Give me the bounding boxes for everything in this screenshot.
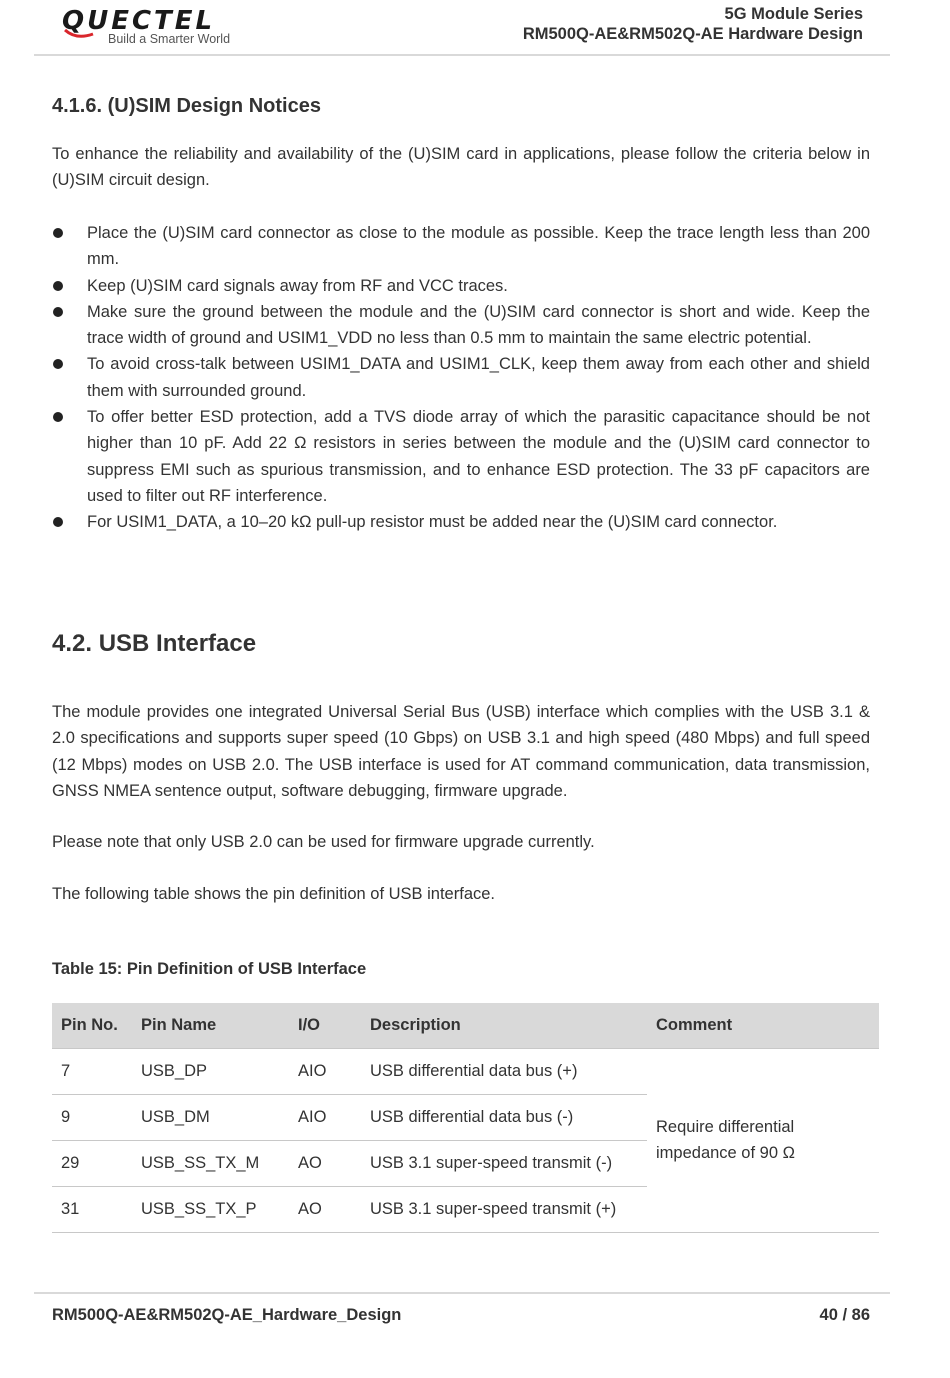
list-item: To offer better ESD protection, add a TVS diode array of which the parasitic capacitance should be not higher than 10 pF. Add 22 Ω resistors in series between the module and the (U)SIM card connector to suppress EMI such as spurious transmission, and to enhance ESD protection. The 33 pF capacitors are used to filter out RF interference. (52, 404, 870, 509)
page-header (34, 0, 890, 56)
pin-number: 29 (52, 1140, 132, 1186)
pin-name: USB_DP (132, 1048, 289, 1094)
pin-description: USB 3.1 super-speed transmit (-) (361, 1140, 647, 1186)
pin-io: AIO (289, 1094, 361, 1140)
pin-description: USB 3.1 super-speed transmit (+) (361, 1186, 647, 1232)
column-header: Pin Name (132, 1003, 289, 1048)
table-row (52, 1048, 879, 1094)
list-item: To avoid cross-talk between USIM1_DATA and USIM1_CLK, keep them away from each other and shield them with surrounded ground. (52, 351, 870, 404)
pin-comment: Require differential impedance of 90 Ω (647, 1048, 879, 1232)
pin-name: USB_DM (132, 1094, 289, 1140)
pin-io: AO (289, 1140, 361, 1186)
list-item: Place the (U)SIM card connector as close to the module as possible. Keep the trace length less than 200 mm. (52, 220, 870, 273)
bullet-icon (53, 517, 63, 527)
pin-number: 7 (52, 1048, 132, 1094)
list-item: For USIM1_DATA, a 10–20 kΩ pull-up resistor must be added near the (U)SIM card connector. (52, 509, 870, 535)
column-header: Pin No. (52, 1003, 132, 1048)
section-heading-usb: 4.2. USB Interface (52, 630, 257, 657)
logo-tagline: Build a Smarter World (108, 32, 231, 46)
bullet-icon (53, 412, 63, 422)
table-caption: Table 15: Pin Definition of USB Interface (52, 960, 367, 978)
usb-table-intro: The following table shows the pin definition of USB interface. (52, 885, 496, 903)
list-item: Make sure the ground between the module and the (U)SIM card connector is short and wide. Keep the trace width of ground and USIM1_VDD no less than 0.5 mm to maintain the same electric potential. (52, 299, 870, 352)
column-header: Comment (647, 1003, 879, 1048)
pin-io: AO (289, 1186, 361, 1232)
column-header: Description (361, 1003, 647, 1048)
logo-wordmark: QUECTEL (62, 6, 216, 36)
column-header: I/O (289, 1003, 361, 1048)
logo-swoosh-icon (64, 28, 94, 40)
pin-description: USB differential data bus (-) (361, 1094, 647, 1140)
footer-document-name: RM500Q-AE&RM502Q-AE_Hardware_Design (52, 1306, 402, 1324)
table-header-row (52, 1003, 879, 1048)
bullet-icon (53, 228, 63, 238)
bullet-icon (53, 359, 63, 369)
bullet-icon (53, 281, 63, 291)
pin-name: USB_SS_TX_P (132, 1186, 289, 1232)
pin-number: 9 (52, 1094, 132, 1140)
usb-description-paragraph: The module provides one integrated Universal Serial Bus (USB) interface which complies with the USB 3.1 & 2.0 specifications and supports super speed (10 Gbps) on USB 3.1 and high speed (480 Mbps) and full speed (12 Mbps) modes on USB 2.0. The USB interface is used for AT command communication, data transmission, GNSS NMEA sentence output, software debugging, firmware upgrade. (52, 703, 870, 800)
usb-firmware-note: Please note that only USB 2.0 can be used for firmware upgrade currently. (52, 833, 595, 851)
quectel-logo (62, 6, 272, 48)
usim-design-notice-list (52, 220, 870, 536)
pin-name: USB_SS_TX_M (132, 1140, 289, 1186)
page-number: 40 / 86 (819, 1306, 870, 1324)
series-name: 5G Module Series (724, 5, 863, 23)
pin-number: 31 (52, 1186, 132, 1232)
list-item: Keep (U)SIM card signals away from RF and VCC traces. (52, 273, 870, 299)
usim-intro-paragraph: To enhance the reliability and availability of the (U)SIM card in applications, please follow the criteria below in (U)SIM circuit design. (52, 145, 870, 190)
page-footer (34, 1292, 890, 1324)
pin-description: USB differential data bus (+) (361, 1048, 647, 1094)
usb-pin-definition-table (52, 1003, 879, 1233)
bullet-icon (53, 307, 63, 317)
header-title-block (523, 4, 863, 44)
pin-io: AIO (289, 1048, 361, 1094)
document-title: RM500Q-AE&RM502Q-AE Hardware Design (522, 25, 863, 43)
section-heading-usim: 4.1.6. (U)SIM Design Notices (52, 95, 321, 117)
